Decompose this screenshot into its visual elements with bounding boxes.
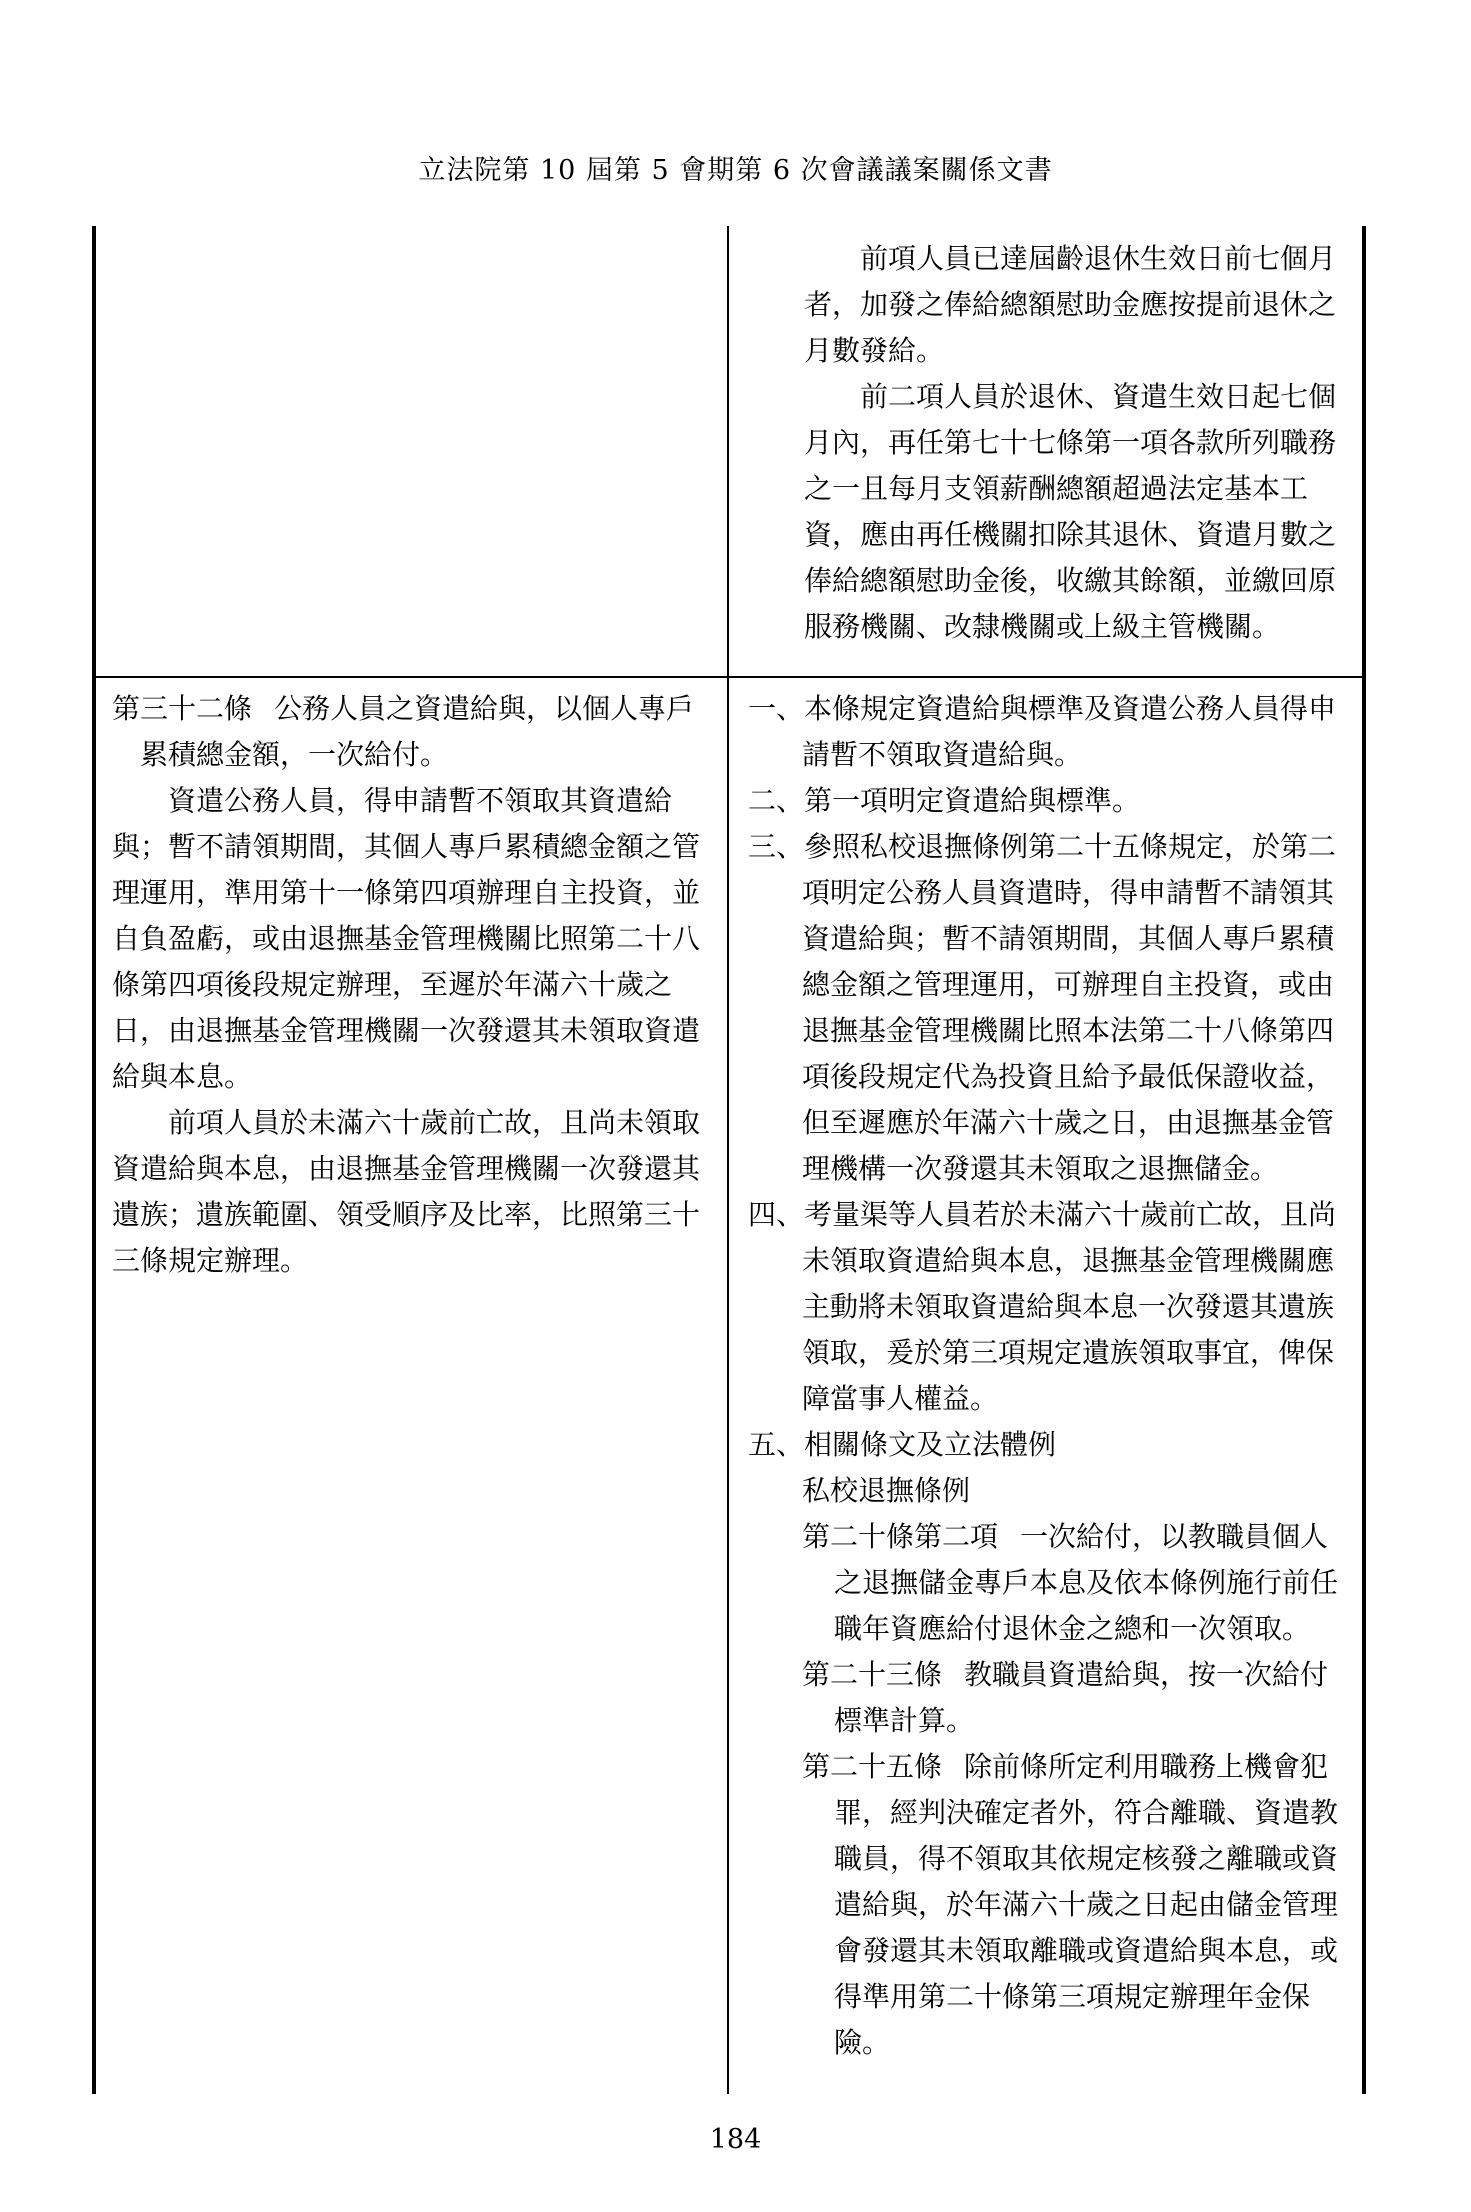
sub-article-2-title: 第二十三條	[802, 1658, 943, 1691]
sub-article-2	[748, 1652, 1346, 1744]
table-middle-divider	[727, 226, 729, 2094]
sub-article-3-title: 第二十五條	[802, 1750, 943, 1783]
explanation-cell	[748, 686, 1346, 2066]
article-cell	[112, 686, 710, 1284]
article-paragraph-3: 前項人員於未滿六十歲前亡故，且尚未領取資遣給與本息，由退撫基金管理機關一次發還其遺族；遺族範圍、領受順序及比率，比照第三十三條規定辦理。	[112, 1106, 701, 1277]
sub-article-3-text: 除前條所定利用職務上機會犯罪，經判決確定者外，符合離職、資遣教職員，得不領取其依規定核發之離職或資遣給與，於年滿六十歲之日起由儲金管理會發還其未領取離職或資遣給與本息，或得準用第二十條第三項規定辦理年金保險。	[834, 1750, 1339, 2059]
sub-article-1	[748, 1514, 1346, 1652]
explanation-item-2: 二、第一項明定資遣給與標準。	[748, 784, 1141, 817]
table-row-divider	[92, 676, 1366, 678]
article-paragraph-1-text: 公務人員之資遣給與，以個人專戶累積總金額，一次給付。	[140, 692, 695, 771]
paragraph-retirement-bonus: 前項人員已達屆齡退休生效日前七個月者，加發之俸給總額慰助金應按提前退休之月數發給。	[804, 242, 1337, 367]
explanation-item-1: 一、本條規定資遣給與標準及資遣公務人員得申請暫不領取資遣給與。	[748, 692, 1337, 771]
article-paragraph-2: 資遣公務人員，得申請暫不領取其資遣給與；暫不請領期間，其個人專戶累積總金額之管理運用，準用第十一條第四項辦理自主投資，並自負盈虧，或由退撫基金管理機關比照第二十八條第四項後段規定辦理，至遲於年滿六十歲之日，由退撫基金管理機關一次發還其未領取資遣給與本息。	[112, 784, 701, 1093]
explanation-item-4: 四、考量渠等人員若於未滿六十歲前亡故，且尚未領取資遣給與本息，退撫基金管理機關應主動將未領取資遣給與本息一次發還其遺族領取，爰於第三項規定遺族領取事宜，俾保障當事人權益。	[748, 1198, 1337, 1415]
table-right-border	[1362, 226, 1366, 2094]
table-left-border	[92, 226, 96, 2094]
article-title: 第三十二條	[112, 692, 253, 725]
paragraph-reemployment-recovery: 前二項人員於退休、資遣生效日起七個月內，再任第七十七條第一項各款所列職務之一且每月支領薪酬總額超過法定基本工資，應由再任機關扣除其退休、資遣月數之俸給總額慰助金後，收繳其餘額，並繳回原服務機關、改隸機關或上級主管機關。	[804, 380, 1337, 643]
law-name: 私校退撫條例	[802, 1474, 971, 1507]
explanation-item-5: 五、相關條文及立法體例	[748, 1428, 1057, 1461]
sub-article-1-title: 第二十條第二項	[802, 1520, 999, 1553]
explanation-item-3: 三、參照私校退撫條例第二十五條規定，於第二項明定公務人員資遣時，得申請暫不請領其資遣給與；暫不請領期間，其個人專戶累積總金額之管理運用，可辦理自主投資，或由退撫基金管理機關比照本法第二十八條第四項後段規定代為投資且給予最低保證收益，但至遲應於年滿六十歲之日，由退撫基金管理機構一次發還其未領取之退撫儲金。	[748, 830, 1337, 1185]
document-header: 立法院第 10 屆第 5 會期第 6 次會議議案關係文書	[418, 155, 1053, 186]
article-paragraph-1	[112, 686, 710, 778]
top-right-cell	[804, 236, 1346, 650]
sub-article-2-text: 教職員資遣給與，按一次給付標準計算。	[834, 1658, 1329, 1737]
page-number: 184	[709, 2124, 762, 2155]
sub-article-1-text: 一次給付，以教職員個人之退撫儲金專戶本息及依本條例施行前任職年資應給付退休金之總和一次領取。	[834, 1520, 1339, 1645]
sub-article-3	[748, 1744, 1346, 2066]
